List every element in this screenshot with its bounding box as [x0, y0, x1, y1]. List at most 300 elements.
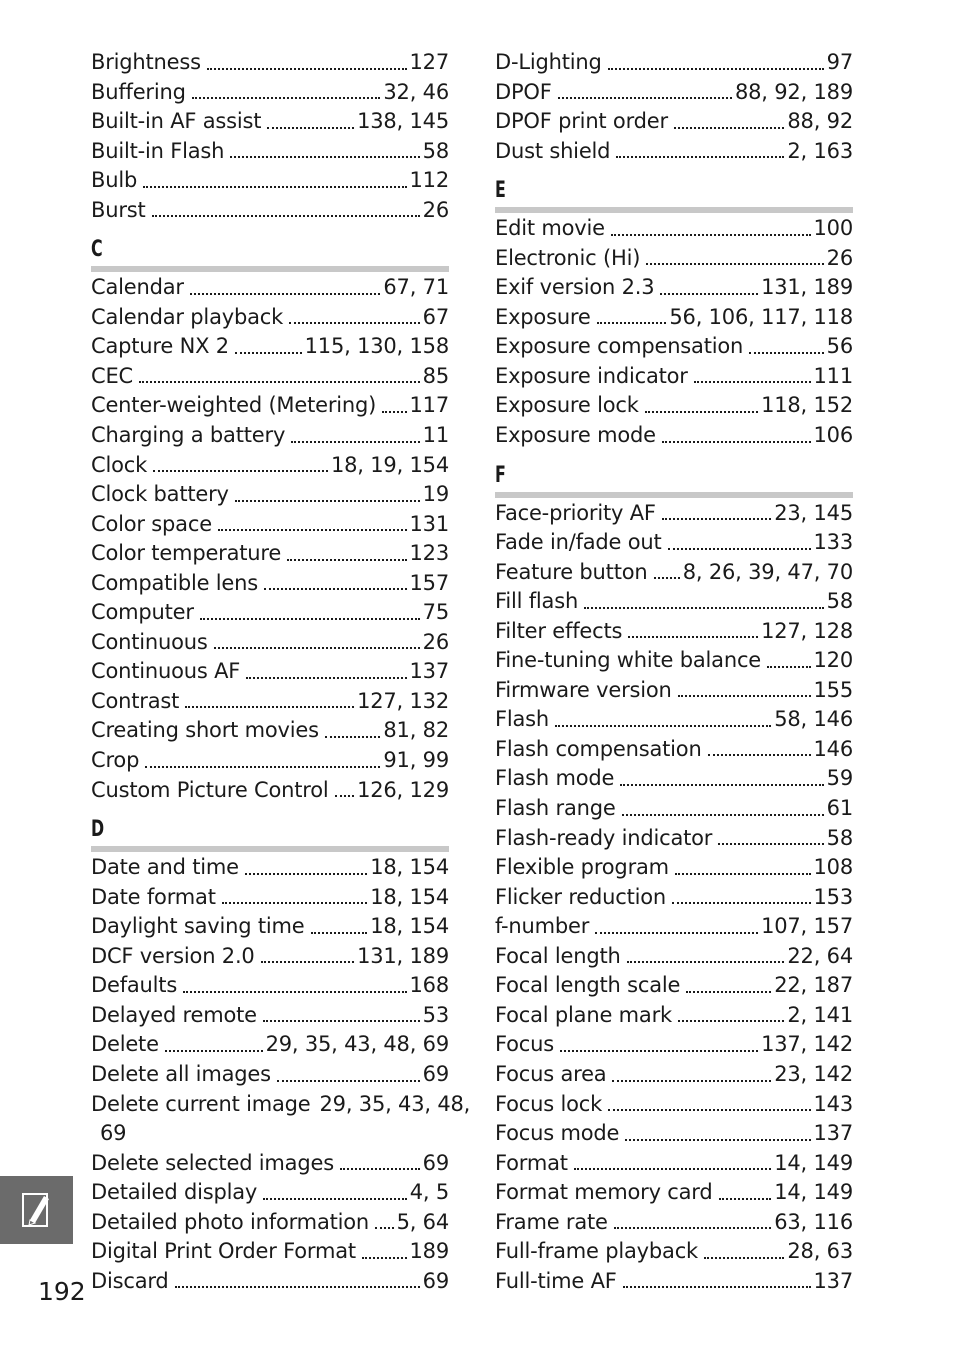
dot-leader — [678, 695, 811, 697]
index-term: Discard — [91, 1268, 169, 1293]
dot-leader — [289, 322, 420, 324]
dot-leader — [623, 1286, 811, 1288]
dot-leader — [192, 97, 381, 99]
index-entry — [91, 78, 449, 108]
index-entry — [495, 1030, 853, 1060]
index-entry — [495, 1267, 853, 1297]
section-rule — [91, 266, 449, 272]
index-term: Format — [495, 1150, 568, 1175]
index-pages: 29, 35, 43, 48, — [319, 1091, 471, 1116]
index-term: Face-priority AF — [495, 500, 656, 525]
dot-leader — [245, 873, 367, 875]
index-pages: 189 — [409, 1239, 449, 1264]
index-pages: 100 — [813, 216, 853, 241]
index-entry — [495, 1090, 853, 1120]
index-entry — [91, 598, 449, 628]
index-term: Calendar playback — [91, 304, 284, 329]
dot-leader — [620, 784, 823, 786]
index-entry — [91, 107, 449, 137]
index-term: Full-time AF — [495, 1268, 617, 1293]
dot-leader — [675, 873, 811, 875]
index-pages: 120 — [813, 648, 853, 673]
index-pages: 28, 63 — [787, 1239, 853, 1264]
index-term: Custom Picture Control — [91, 777, 329, 802]
index-entry — [495, 1119, 853, 1149]
dot-leader — [340, 1168, 420, 1170]
index-term: Delete selected images — [91, 1150, 334, 1175]
dot-leader — [325, 736, 381, 738]
index-term: Flash mode — [495, 766, 615, 791]
dot-leader — [662, 441, 811, 443]
index-entry — [91, 971, 449, 1001]
dot-leader — [143, 186, 406, 188]
index-pages: 14, 149 — [774, 1150, 853, 1175]
index-term: Digital Print Order Format — [91, 1239, 356, 1264]
index-term: Creating short movies — [91, 718, 319, 743]
dot-leader — [235, 352, 302, 354]
index-pages: 58, 146 — [774, 707, 853, 732]
index-entry — [91, 716, 449, 746]
index-entry — [91, 480, 449, 510]
dot-leader — [287, 559, 406, 561]
index-term: Flexible program — [495, 855, 669, 880]
index-entry — [495, 332, 853, 362]
index-term: Feature button — [495, 559, 648, 584]
index-entry — [91, 569, 449, 599]
dot-leader — [145, 766, 380, 768]
index-pages: 123 — [409, 541, 449, 566]
index-pages: 58 — [826, 825, 853, 850]
index-pages: 75 — [422, 600, 449, 625]
index-term: Focus lock — [495, 1091, 603, 1116]
index-entry — [495, 942, 853, 972]
index-entry — [495, 528, 853, 558]
index-term: f-number — [495, 914, 590, 939]
index-entry — [495, 499, 853, 529]
dot-leader — [584, 607, 824, 609]
index-pages: 14, 149 — [774, 1180, 853, 1205]
index-entry — [495, 617, 853, 647]
index-term: Color space — [91, 511, 212, 536]
dot-leader — [654, 577, 680, 579]
index-term: Clock battery — [91, 482, 229, 507]
index-pages: 61 — [826, 796, 853, 821]
index-pages: 115, 130, 158 — [304, 334, 449, 359]
index-pages: 67 — [422, 304, 449, 329]
index-entry — [495, 646, 853, 676]
index-entry — [91, 196, 449, 226]
section-letter: D — [91, 817, 105, 843]
index-pages: 19 — [422, 482, 449, 507]
index-entry — [91, 421, 449, 451]
index-pages: 2, 141 — [787, 1002, 853, 1027]
index-pages: 18, 154 — [370, 884, 449, 909]
index-entry — [91, 776, 449, 806]
index-term: Continuous — [91, 629, 208, 654]
index-pages: 138, 145 — [357, 109, 449, 134]
index-entry — [495, 391, 853, 421]
section-letter: C — [91, 237, 103, 263]
index-term: Flash-ready indicator — [495, 825, 713, 850]
index-pages: 23, 145 — [774, 500, 853, 525]
page-number: 192 — [38, 1277, 86, 1306]
dot-leader — [175, 1286, 420, 1288]
index-entry — [91, 510, 449, 540]
index-pages: 85 — [422, 363, 449, 388]
index-pages: 69 — [422, 1061, 449, 1086]
index-entry — [495, 587, 853, 617]
dot-leader — [686, 991, 771, 993]
index-pages: 26 — [422, 629, 449, 654]
index-pages: 63, 116 — [774, 1209, 853, 1234]
dot-leader — [628, 636, 758, 638]
index-entry — [91, 362, 449, 392]
index-pages: 137 — [813, 1121, 853, 1146]
index-entry — [91, 48, 449, 78]
index-pages: 118, 152 — [761, 393, 853, 418]
section-rule — [91, 846, 449, 852]
dot-leader — [291, 441, 419, 443]
index-pages: 127 — [409, 50, 449, 74]
dot-leader — [622, 814, 824, 816]
index-term: Frame rate — [495, 1209, 608, 1234]
index-term: Delayed remote — [91, 1002, 257, 1027]
index-pages: 18, 154 — [370, 855, 449, 880]
index-entry — [91, 1060, 449, 1090]
index-entry — [495, 735, 853, 765]
index-term: Burst — [91, 197, 146, 222]
index-entry — [91, 391, 449, 421]
dot-leader — [674, 127, 784, 129]
dot-leader — [558, 97, 732, 99]
index-pages: 137 — [813, 1268, 853, 1293]
index-pages: 22, 64 — [787, 943, 853, 968]
index-entry — [91, 273, 449, 303]
index-entry — [91, 942, 449, 972]
index-entry — [91, 1001, 449, 1031]
index-term: D-Lighting — [495, 50, 602, 74]
index-pages: 155 — [813, 677, 853, 702]
index-pages: 157 — [409, 570, 449, 595]
dot-leader — [382, 411, 406, 413]
index-term: Bulb — [91, 168, 138, 193]
index-pages: 69 — [422, 1150, 449, 1175]
dot-leader — [207, 68, 407, 70]
index-entry — [495, 794, 853, 824]
index-pages: 146 — [813, 736, 853, 761]
index-entry — [495, 244, 853, 274]
index-pages: 143 — [813, 1091, 853, 1116]
index-term: Center-weighted (Metering) — [91, 393, 377, 418]
index-entry — [91, 657, 449, 687]
index-pages: 137, 142 — [761, 1032, 853, 1057]
index-pages: 4, 5 — [409, 1180, 449, 1205]
index-term: Focus area — [495, 1061, 607, 1086]
index-pages: 56 — [826, 334, 853, 359]
index-entry — [91, 1090, 471, 1120]
dot-leader — [311, 932, 368, 934]
index-entry — [495, 273, 853, 303]
index-pages: 67, 71 — [383, 275, 449, 300]
section-heading-e — [495, 166, 853, 214]
index-term: Brightness — [91, 50, 201, 74]
index-term: Exposure lock — [495, 393, 639, 418]
dot-leader — [362, 1257, 407, 1259]
index-pages: 59 — [826, 766, 853, 791]
section-tab — [0, 1176, 73, 1244]
index-entry — [495, 1149, 853, 1179]
index-term: Compatible lens — [91, 570, 258, 595]
index-pages: 131 — [409, 511, 449, 536]
index-term: Built-in AF assist — [91, 109, 262, 134]
index-pages: 69 — [422, 1268, 449, 1293]
index-pages: 8, 26, 39, 47, 70 — [682, 559, 853, 584]
index-pages: 108 — [813, 855, 853, 880]
index-entry — [91, 1149, 449, 1179]
dot-leader — [718, 843, 823, 845]
index-term: Detailed photo information — [91, 1209, 370, 1234]
index-column-right — [495, 48, 853, 1296]
dot-leader — [190, 293, 381, 295]
index-term: Focal plane mark — [495, 1002, 672, 1027]
dot-leader — [595, 932, 758, 934]
index-entry — [495, 137, 853, 167]
index-term: Daylight saving time — [91, 914, 305, 939]
index-entry — [91, 1030, 449, 1060]
index-pages: 88, 92, 189 — [734, 79, 853, 104]
index-term: CEC — [91, 363, 133, 388]
dot-leader — [612, 1080, 771, 1082]
index-term: Delete all images — [91, 1061, 271, 1086]
dot-leader — [267, 127, 354, 129]
index-entry — [495, 705, 853, 735]
index-term: Fine-tuning white balance — [495, 648, 762, 673]
dot-leader — [608, 68, 824, 70]
index-term: Flash range — [495, 796, 616, 821]
dot-leader — [662, 518, 771, 520]
index-term: Crop — [91, 748, 140, 773]
index-pages: 56, 106, 117, 118 — [669, 304, 853, 329]
index-term: Focal length — [495, 943, 621, 968]
index-term: Focus — [495, 1032, 554, 1057]
index-entry — [91, 451, 449, 481]
index-entry — [495, 764, 853, 794]
index-pages: 58 — [422, 138, 449, 163]
index-term: Fill flash — [495, 589, 579, 614]
index-pages: 131, 189 — [357, 943, 449, 968]
dot-leader — [139, 381, 420, 383]
index-entry — [91, 687, 449, 717]
index-entry — [495, 362, 853, 392]
index-pages: 22, 187 — [774, 973, 853, 998]
dot-leader — [708, 754, 811, 756]
dot-leader — [749, 352, 824, 354]
index-entry — [91, 912, 449, 942]
index-pages: 133 — [813, 530, 853, 555]
dot-leader — [152, 215, 420, 217]
index-entry — [495, 1208, 853, 1238]
index-term: Filter effects — [495, 618, 623, 643]
index-term: Exposure — [495, 304, 591, 329]
index-entry — [91, 628, 449, 658]
dot-leader — [230, 156, 419, 158]
section-letter: E — [495, 178, 506, 204]
index-entry — [91, 746, 449, 776]
index-entry — [91, 137, 449, 167]
index-term: Dust shield — [495, 138, 611, 163]
section-heading-d — [91, 805, 449, 853]
index-entry — [91, 166, 449, 196]
index-pages: 153 — [813, 884, 853, 909]
index-pages: 127, 128 — [761, 618, 853, 643]
index-entry — [495, 1178, 853, 1208]
index-term: Edit movie — [495, 216, 605, 241]
index-term: Flash — [495, 707, 550, 732]
index-entry — [91, 1237, 449, 1267]
index-pages: 137 — [409, 659, 449, 684]
index-term: Defaults — [91, 973, 178, 998]
dot-leader — [335, 795, 355, 797]
index-entry — [495, 48, 853, 78]
index-term: Exposure indicator — [495, 363, 688, 388]
index-pages: 2, 163 — [787, 138, 853, 163]
section-letter: F — [495, 462, 506, 488]
index-pages: 97 — [826, 50, 853, 74]
dot-leader — [277, 1080, 420, 1082]
dot-leader — [611, 234, 811, 236]
index-term: Delete — [91, 1032, 159, 1057]
dot-leader — [165, 1050, 263, 1052]
index-pages: 58 — [826, 589, 853, 614]
dot-leader — [625, 1139, 810, 1141]
index-entry — [495, 883, 853, 913]
index-entry — [495, 214, 853, 244]
index-pages: 112 — [409, 168, 449, 193]
index-term: Detailed display — [91, 1180, 258, 1205]
dot-leader — [375, 1227, 394, 1229]
index-pages: 11 — [422, 423, 449, 448]
index-term: Flicker reduction — [495, 884, 667, 909]
index-pages: 26 — [826, 245, 853, 270]
dot-leader — [704, 1257, 784, 1259]
dot-leader — [263, 1020, 420, 1022]
dot-leader — [719, 1198, 772, 1200]
dot-leader — [218, 529, 407, 531]
index-term: Exposure mode — [495, 423, 656, 448]
dot-leader — [597, 322, 667, 324]
section-rule — [495, 207, 853, 213]
dot-leader — [222, 902, 368, 904]
index-pages: 168 — [409, 973, 449, 998]
dot-leader — [261, 961, 355, 963]
index-term: Full-frame playback — [495, 1239, 699, 1264]
index-pages: 23, 142 — [774, 1061, 853, 1086]
dot-leader — [214, 647, 420, 649]
index-term: Charging a battery — [91, 423, 286, 448]
dot-leader — [560, 1050, 758, 1052]
index-entry — [91, 303, 449, 333]
index-pages: 117 — [409, 393, 449, 418]
dot-leader — [608, 1109, 810, 1111]
dot-leader — [616, 156, 784, 158]
dot-leader — [614, 1227, 771, 1229]
index-entry — [91, 883, 449, 913]
index-entry — [91, 1178, 449, 1208]
dot-leader — [627, 961, 785, 963]
index-entry — [495, 676, 853, 706]
index-term: Electronic (Hi) — [495, 245, 641, 270]
index-term: Focus mode — [495, 1121, 620, 1146]
index-term: Focal length scale — [495, 973, 681, 998]
index-term: DPOF print order — [495, 109, 668, 134]
dot-leader — [660, 293, 758, 295]
index-term: Date format — [91, 884, 216, 909]
index-entry — [495, 303, 853, 333]
index-term: Continuous AF — [91, 659, 241, 684]
section-heading-f — [495, 451, 853, 499]
dot-leader — [645, 411, 758, 413]
index-entry — [91, 539, 449, 569]
section-heading-c — [91, 225, 449, 273]
index-entry — [91, 1267, 449, 1297]
dot-leader — [153, 470, 328, 472]
index-pages: 88, 92 — [787, 109, 853, 134]
index-entry — [91, 853, 449, 883]
index-entry — [91, 1208, 449, 1238]
index-pages: 127, 132 — [357, 688, 449, 713]
index-entry — [495, 971, 853, 1001]
index-entry — [495, 1060, 853, 1090]
index-entry — [495, 1001, 853, 1031]
dot-leader — [555, 725, 771, 727]
index-column-left — [91, 48, 471, 1296]
dot-leader — [668, 548, 811, 550]
index-entry — [495, 912, 853, 942]
index-term: Flash compensation — [495, 736, 702, 761]
index-pages: 107, 157 — [761, 914, 853, 939]
section-rule — [495, 492, 853, 498]
index-pages: 5, 64 — [396, 1209, 449, 1234]
index-term: Computer — [91, 600, 194, 625]
dot-leader — [672, 902, 810, 904]
index-pages: 29, 35, 43, 48, 69 — [265, 1032, 449, 1057]
index-entry — [495, 1237, 853, 1267]
dot-leader — [235, 500, 420, 502]
index-pages: 32, 46 — [383, 79, 449, 104]
index-entry — [495, 78, 853, 108]
index-pages: 18, 154 — [370, 914, 449, 939]
index-term: Color temperature — [91, 541, 282, 566]
index-term: Firmware version — [495, 677, 672, 702]
index-pages: 53 — [422, 1002, 449, 1027]
index-term: Exposure compensation — [495, 334, 744, 359]
index-term: DCF version 2.0 — [91, 943, 255, 968]
dot-leader — [678, 1020, 784, 1022]
index-pages: 126, 129 — [357, 777, 449, 802]
index-entry-continuation: 69 — [100, 1121, 127, 1146]
index-entry — [495, 853, 853, 883]
index-term: Calendar — [91, 275, 184, 300]
index-term: Capture NX 2 — [91, 334, 229, 359]
index-term: Exif version 2.3 — [495, 275, 655, 300]
dot-leader — [185, 706, 354, 708]
pencil-note-icon — [22, 1190, 52, 1228]
dot-leader — [183, 991, 406, 993]
index-term: DPOF — [495, 79, 552, 104]
dot-leader — [200, 618, 420, 620]
index-pages: 26 — [422, 197, 449, 222]
index-entry — [495, 107, 853, 137]
